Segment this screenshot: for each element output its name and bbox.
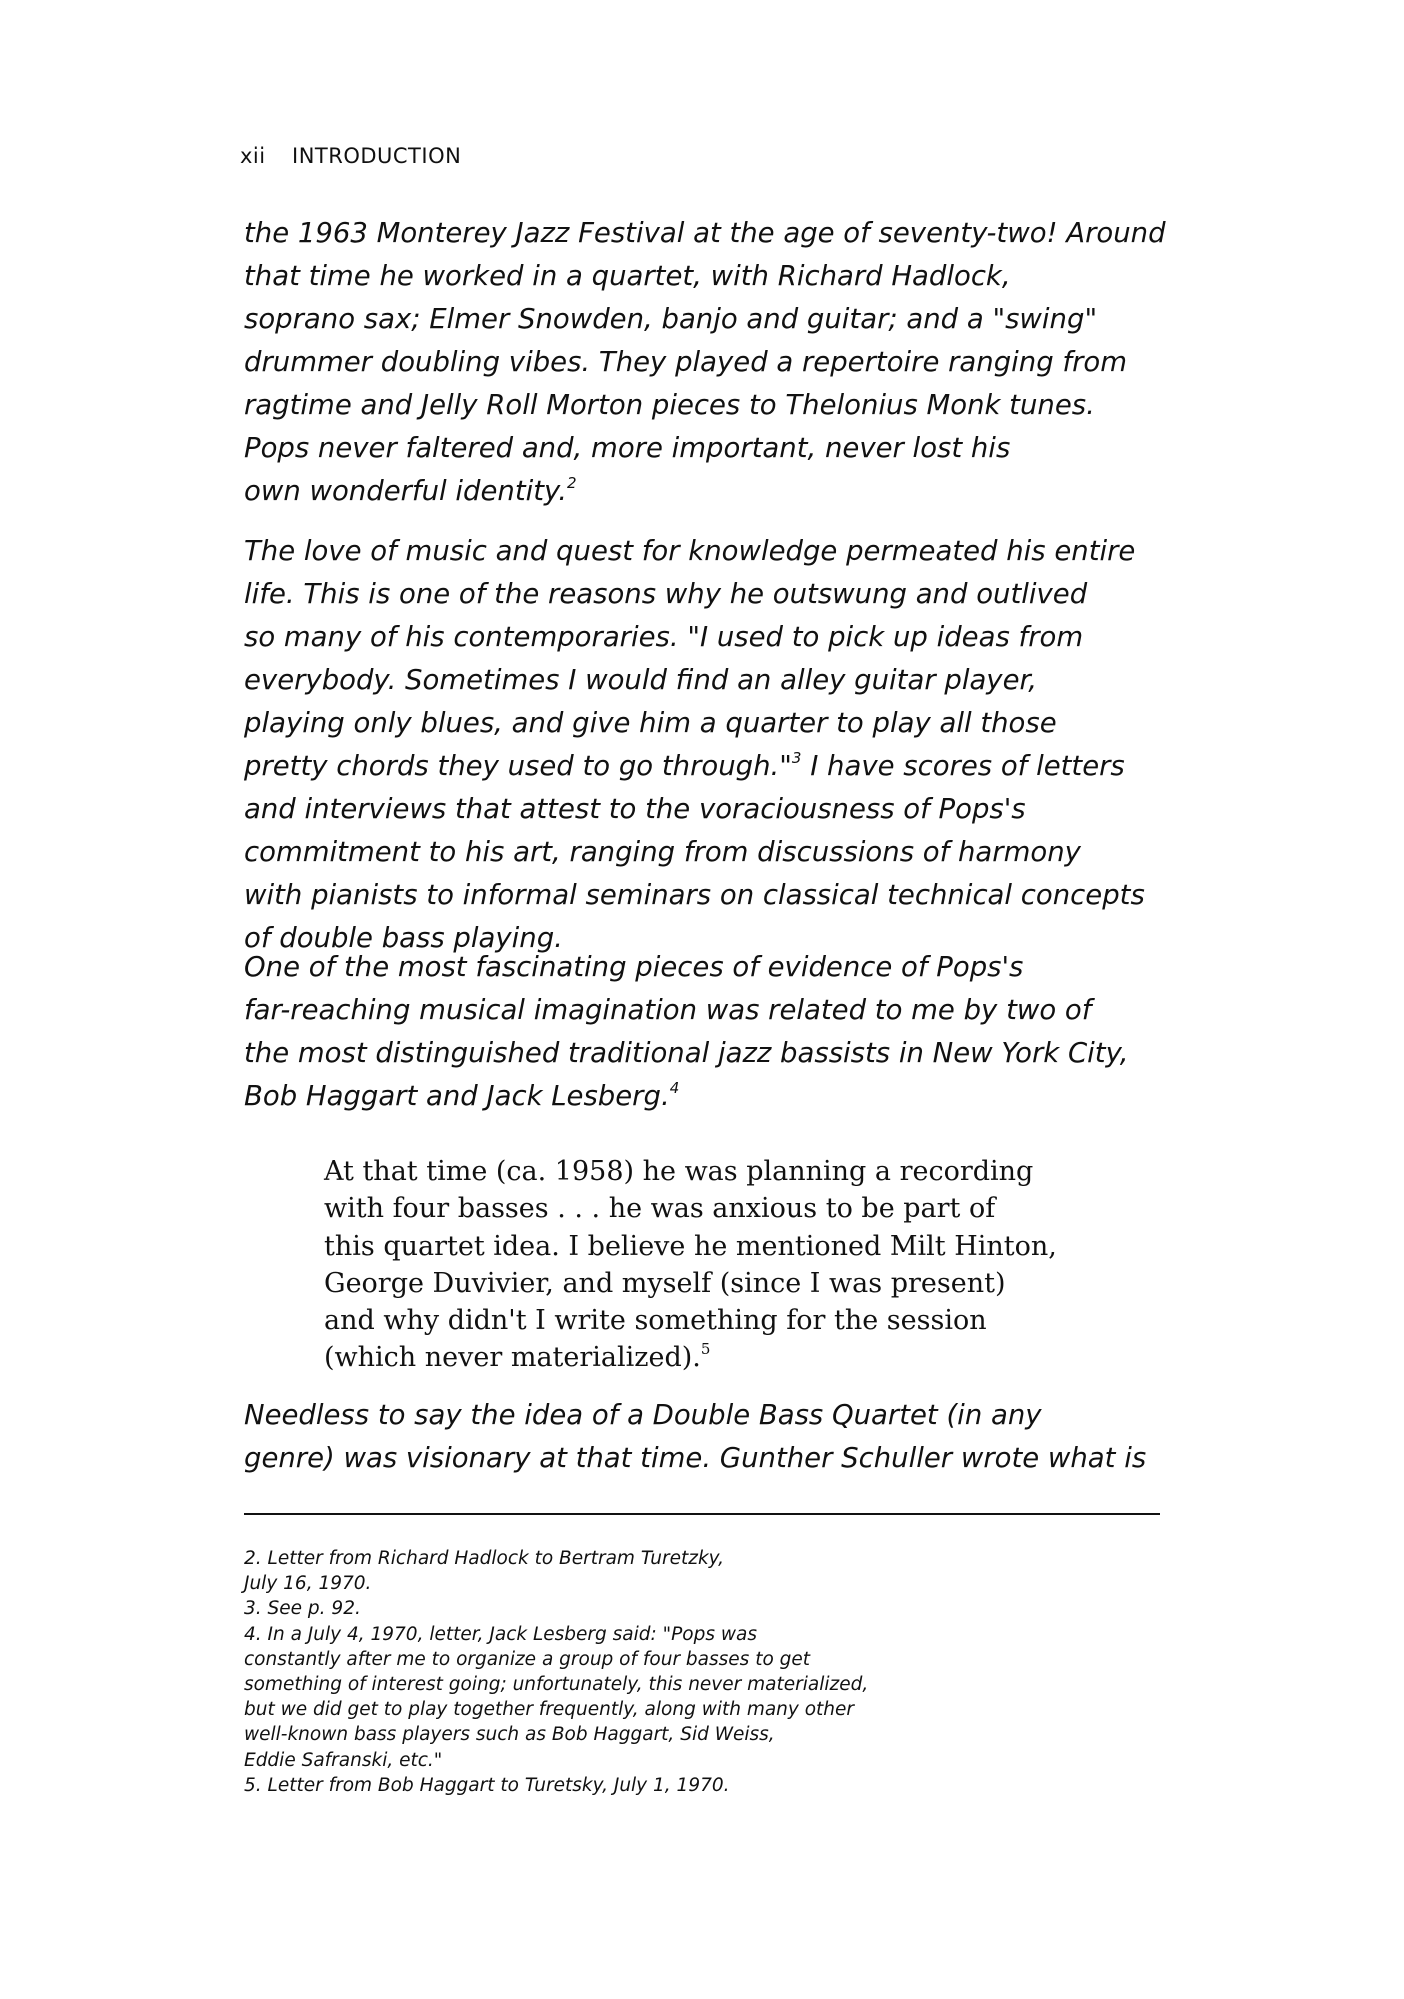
text-line: everybody. Sometimes I would find an alley guitar player, (244, 664, 1038, 696)
running-header (240, 144, 461, 168)
text-line (244, 745, 1164, 788)
text-line: One of the most fascinating pieces of evidence of Pops's (244, 951, 1024, 983)
footnote-line: Eddie Safranski, etc." (244, 1749, 443, 1771)
quote-line: George Duvivier, and myself (since I was present) (324, 1267, 1006, 1299)
running-title: INTRODUCTION (292, 144, 462, 168)
block-quote (324, 1153, 1124, 1377)
paragraph-4 (244, 1394, 1164, 1480)
text-line: soprano sax; Elmer Snowden, banjo and guitar; and a "swing" (244, 303, 1098, 335)
page-number: xii (240, 144, 266, 168)
text-line: playing only blues, and give him a quarter to play all those (244, 707, 1057, 739)
footnotes (244, 1546, 1164, 1798)
footnote-ref-3: 3 (791, 748, 802, 767)
text-line: and interviews that attest to the voraciousness of Pops's (244, 793, 1026, 825)
quote-line: and why didn't I write something for the session (324, 1305, 987, 1337)
text-line: ragtime and Jelly Roll Morton pieces to Thelonius Monk tunes. (244, 389, 1095, 421)
footnote-line: 5. Letter from Bob Haggart to Turetsky, July 1, 1970. (244, 1774, 730, 1796)
paragraph-2 (244, 530, 1164, 960)
footnote-line: 2. Letter from Richard Hadlock to Bertram Turetzky, (244, 1548, 725, 1569)
footnote-line: 3. See p. 92. (244, 1598, 361, 1620)
footnote-line: something of interest going; unfortunately, this never materialized, (244, 1674, 869, 1696)
text-line: life. This is one of the reasons why he outswung and outlived (244, 578, 1088, 610)
text-run: (which never materialized). (324, 1342, 701, 1374)
footnote-ref-5: 5 (700, 1340, 711, 1359)
text-line: of double bass playing. (244, 922, 563, 954)
footnote-ref-4: 4 (669, 1078, 680, 1097)
footnote-line: well-known bass players such as Bob Haggart, Sid Weiss, (244, 1724, 775, 1746)
text-run: own wonderful identity. (244, 475, 567, 507)
text-line: genre) was visionary at that time. Gunther Schuller wrote what is (244, 1442, 1147, 1474)
quote-line: with four basses . . . he was anxious to be part of (324, 1193, 996, 1225)
text-run: pretty chords they used to go through." (244, 750, 792, 782)
text-line: drummer doubling vibes. They played a repertoire ranging from (244, 346, 1128, 378)
footnote-divider (244, 1513, 1160, 1515)
text-line: that time he worked in a quartet, with Richard Hadlock, (244, 260, 1011, 292)
text-line: The love of music and quest for knowledge permeated his entire (244, 535, 1136, 567)
text-line: far-reaching musical imagination was related to me by two of (244, 994, 1092, 1026)
text-run: Bob Haggart and Jack Lesberg. (244, 1080, 670, 1112)
footnote-line: 4. In a July 4, 1970, letter, Jack Lesberg said: "Pops was (244, 1623, 757, 1645)
footnote-line: but we did get to play together frequently, along with many other (244, 1699, 855, 1721)
footnote-line: July 16, 1970. (244, 1573, 372, 1595)
text-line (244, 1075, 1164, 1118)
quote-line (324, 1339, 1124, 1376)
text-line: the 1963 Monterey Jazz Festival at the age of seventy-two! Around (244, 217, 1166, 249)
text-line: Needless to say the idea of a Double Bass Quartet (in any (244, 1399, 1042, 1431)
text-line: commitment to his art, ranging from discussions of harmony (244, 836, 1081, 868)
paragraph-1 (244, 212, 1164, 513)
text-line: with pianists to informal seminars on classical technical concepts (244, 879, 1145, 911)
footnote-ref-2: 2 (566, 473, 577, 492)
paragraph-3 (244, 946, 1164, 1118)
text-line: so many of his contemporaries. "I used to pick up ideas from (244, 621, 1084, 653)
text-line (244, 470, 1164, 513)
quote-line: this quartet idea. I believe he mentioned Milt Hinton, (324, 1230, 1057, 1262)
text-line: Pops never faltered and, more important, never lost his (244, 432, 1011, 464)
text-run: I have scores of letters (801, 750, 1125, 782)
text-line: the most distinguished traditional jazz bassists in New York City, (244, 1037, 1129, 1069)
footnote-line: constantly after me to organize a group of four basses to get (244, 1648, 811, 1670)
quote-line: At that time (ca. 1958) he was planning a recording (324, 1156, 1034, 1187)
